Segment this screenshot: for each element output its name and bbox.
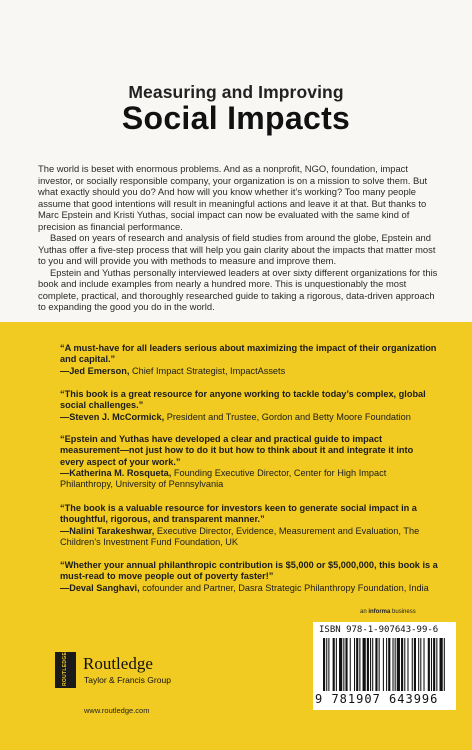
endorsement-quote: “The book is a valuable resource for investors keen to generate social impact in a thoughtful, rigorous, and transparent manner.” (60, 503, 417, 525)
barcode-block (313, 622, 456, 710)
endorsement (60, 343, 438, 377)
endorsement (60, 434, 438, 490)
logo-text: ROUTLEDGE (62, 651, 68, 686)
endorsement-attribution (60, 468, 438, 491)
publisher-group: Taylor & Francis Group (84, 675, 171, 685)
endorsement-quote: “This book is a great resource for anyone working to tackle today’s complex, global social challenges.” (60, 389, 426, 411)
endorser-name: —Nalini Tarakeshwar, (60, 525, 155, 536)
publisher-name: Routledge (83, 654, 153, 673)
endorser-role: President and Trustee, Gordon and Betty Moore Foundation (164, 411, 411, 422)
endorser-role: Executive Director, Evidence, Measurement and Evaluation, The Children’s Investment Fund Foundation, UK (60, 525, 420, 547)
description-section (0, 0, 472, 322)
description-paragraph: The world is beset with enormous problems. And as a nonprofit, NGO, foundation, impact investor, or socially responsible company, your organization is on a mission to solve them. But what exactly should you do? And how will you know whether it’s working? Too many people assume that good intentions will result in meaningful actions and leave it at that. But thanks to Marc Epstein and Kristi Yuthas, social impact can now be evaluated with the same kind of precision as financial performance. (38, 163, 428, 232)
endorsement-attribution (60, 366, 438, 377)
endorsement-attribution (60, 526, 438, 549)
informa-prefix: an (360, 609, 369, 615)
endorser-role: Founding Executive Director, Center for High Impact Philanthropy, University of Pennsylvania (60, 467, 387, 490)
endorser-role: cofounder and Partner, Dasra Strategic Philanthropy Foundation, India (139, 582, 429, 593)
publisher-website: www.routledge.com (84, 706, 150, 715)
endorser-name: —Katherina M. Rosqueta, (60, 467, 172, 478)
endorser-role: Chief Impact Strategist, ImpactAssets (129, 365, 286, 376)
book-subtitle: Measuring and Improving (128, 82, 344, 102)
endorsement-quote: “Epstein and Yuthas have developed a clear and practical guide to impact measurement—not just how to do it but how to think about it and integrate it into every aspect of your work.” (60, 434, 414, 467)
endorsement-attribution (60, 583, 438, 594)
isbn-label: ISBN 978-1-907643-99-6 (319, 625, 439, 635)
endorsement-quote: “Whether your annual philanthropic contribution is $5,000 or $5,000,000, this book is a must-read to move people out of poverty faster!” (60, 560, 438, 582)
endorsement-quote: “A must-have for all leaders serious about maximizing the impact of their organization and capital.” (60, 343, 437, 365)
barcode-icon (323, 638, 447, 691)
informa-suffix: business (390, 609, 416, 615)
barcode-digits: 9 781907 643996 (315, 692, 439, 706)
endorser-name: —Steven J. McCormick, (60, 411, 165, 422)
endorsement (60, 389, 438, 423)
endorser-name: —Deval Sanghavi, (60, 582, 140, 593)
endorser-name: —Jed Emerson, (60, 365, 130, 376)
book-description (38, 163, 438, 313)
description-paragraph: Epstein and Yuthas personally interviewed leaders at over sixty different organizations for this book and include examples from nearly a hundred more. This is unquestionably the most complete, practical, and thoroughly researched guide to taking a rigorous, data-driven approach to expanding the good you do in the world. (38, 266, 438, 312)
endorsement-attribution (60, 412, 438, 423)
book-title: Social Impacts (121, 100, 351, 136)
description-paragraph: Based on years of research and analysis of field studies from around the globe, Epstein and Yuthas offer a five-step process that will help you gain clarity about the impacts that matter most to you and will provide you with methods to measure and improve them. (38, 232, 436, 266)
publisher-brand (55, 652, 245, 697)
endorsement (60, 503, 438, 548)
informa-business-tag (360, 609, 416, 615)
endorsement (60, 560, 438, 594)
routledge-logo-icon (55, 652, 76, 688)
informa-brand: informa (368, 609, 391, 615)
